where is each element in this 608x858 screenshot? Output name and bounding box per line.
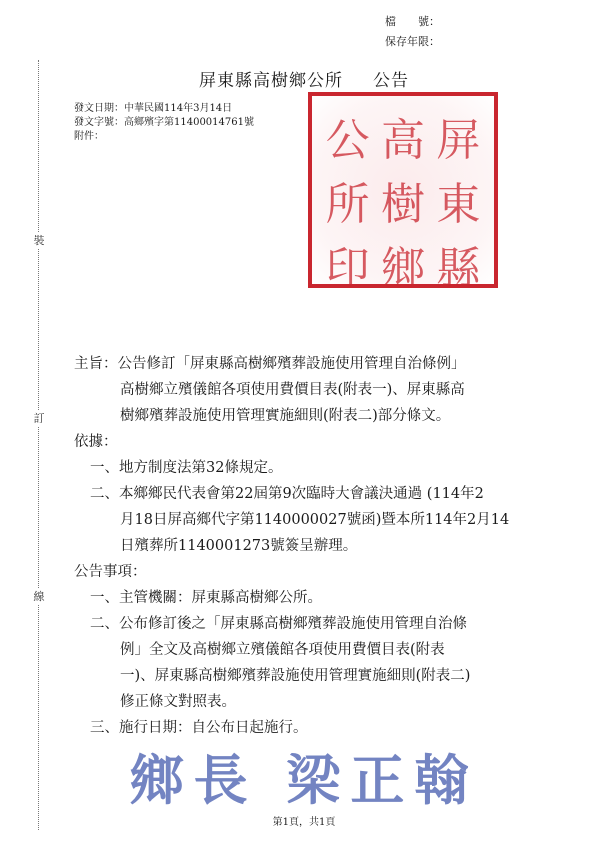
- binding-mark-xian: 線: [33, 590, 45, 603]
- page-title: [0, 66, 608, 91]
- binding-mark-ding: 訂: [33, 412, 45, 425]
- retention-label: 保存年限：: [385, 35, 440, 48]
- official-seal: [308, 92, 498, 294]
- announcement-item-cont: 例」全文及高樹鄉立殯儀館各項使用費價目表(附表: [120, 642, 445, 658]
- basis-item: 一、地方制度法第32條規定。: [90, 460, 283, 476]
- seal-char: 鄉: [381, 243, 425, 294]
- announcement-item-cont: 一)、屏東縣高樹鄉殯葬設施使用管理實施細則(附表二): [120, 668, 471, 684]
- subject-line: 主旨：公告修訂「屏東縣高樹鄉殯葬設施使用管理自治條例」: [74, 356, 466, 372]
- subject-line: 樹鄉殯葬設施使用管理實施細則(附表二)部分條文。: [120, 408, 451, 424]
- basis-item-cont: 月18日屏高鄉代字第1140000027號函)暨本所114年2月14: [120, 512, 510, 528]
- seal-char: 東: [436, 179, 481, 230]
- announcement-heading: 公告事項：: [74, 564, 147, 580]
- basis-heading: 依據：: [74, 434, 118, 450]
- basis-item: 二、本鄉鄉民代表會第22屆第9次臨時大會議決通過 (114年2: [90, 486, 484, 502]
- announcement-item-cont: 修正條文對照表。: [120, 694, 236, 710]
- seal-char: 印: [325, 243, 370, 294]
- seal-char: 高: [381, 115, 425, 166]
- seal-char: 樹: [381, 179, 425, 230]
- archive-info: [385, 12, 440, 52]
- seal-char: 公: [325, 115, 370, 166]
- mayor-signature-stamp: 鄉長 梁正翰: [129, 749, 479, 812]
- issue-date: 發文日期：中華民國114年3月14日: [74, 103, 233, 114]
- page-number: 第1頁，共1頁: [272, 817, 336, 828]
- seal-char: 縣: [436, 243, 481, 294]
- seal-char: 所: [325, 179, 370, 230]
- binding-mark-zhuang: 裝: [33, 234, 45, 247]
- basis-item-cont: 日殯葬所1140001273號簽呈辦理。: [120, 538, 358, 554]
- seal-char: 屏: [436, 115, 481, 166]
- announcement-item: 三、施行日期：自公布日起施行。: [90, 720, 308, 736]
- attachment: 附件：: [74, 131, 104, 142]
- subject-line: 高樹鄉立殯儀館各項使用費價目表(附表一)、屏東縣高: [120, 382, 465, 398]
- title-doc-type: 公告: [373, 71, 409, 91]
- title-org: 屏東縣高樹鄉公所: [199, 71, 343, 91]
- announcement-item: 二、公布修訂後之「屏東縣高樹鄉殯葬設施使用管理自治條: [90, 616, 467, 632]
- announcement-item: 一、主管機關：屏東縣高樹鄉公所。: [90, 590, 322, 606]
- issue-number: 發文字號：高鄉殯字第11400014761號: [74, 117, 254, 128]
- file-number-label: 檔 號：: [385, 15, 440, 28]
- document-meta: [74, 102, 254, 144]
- binding-line: [38, 60, 39, 830]
